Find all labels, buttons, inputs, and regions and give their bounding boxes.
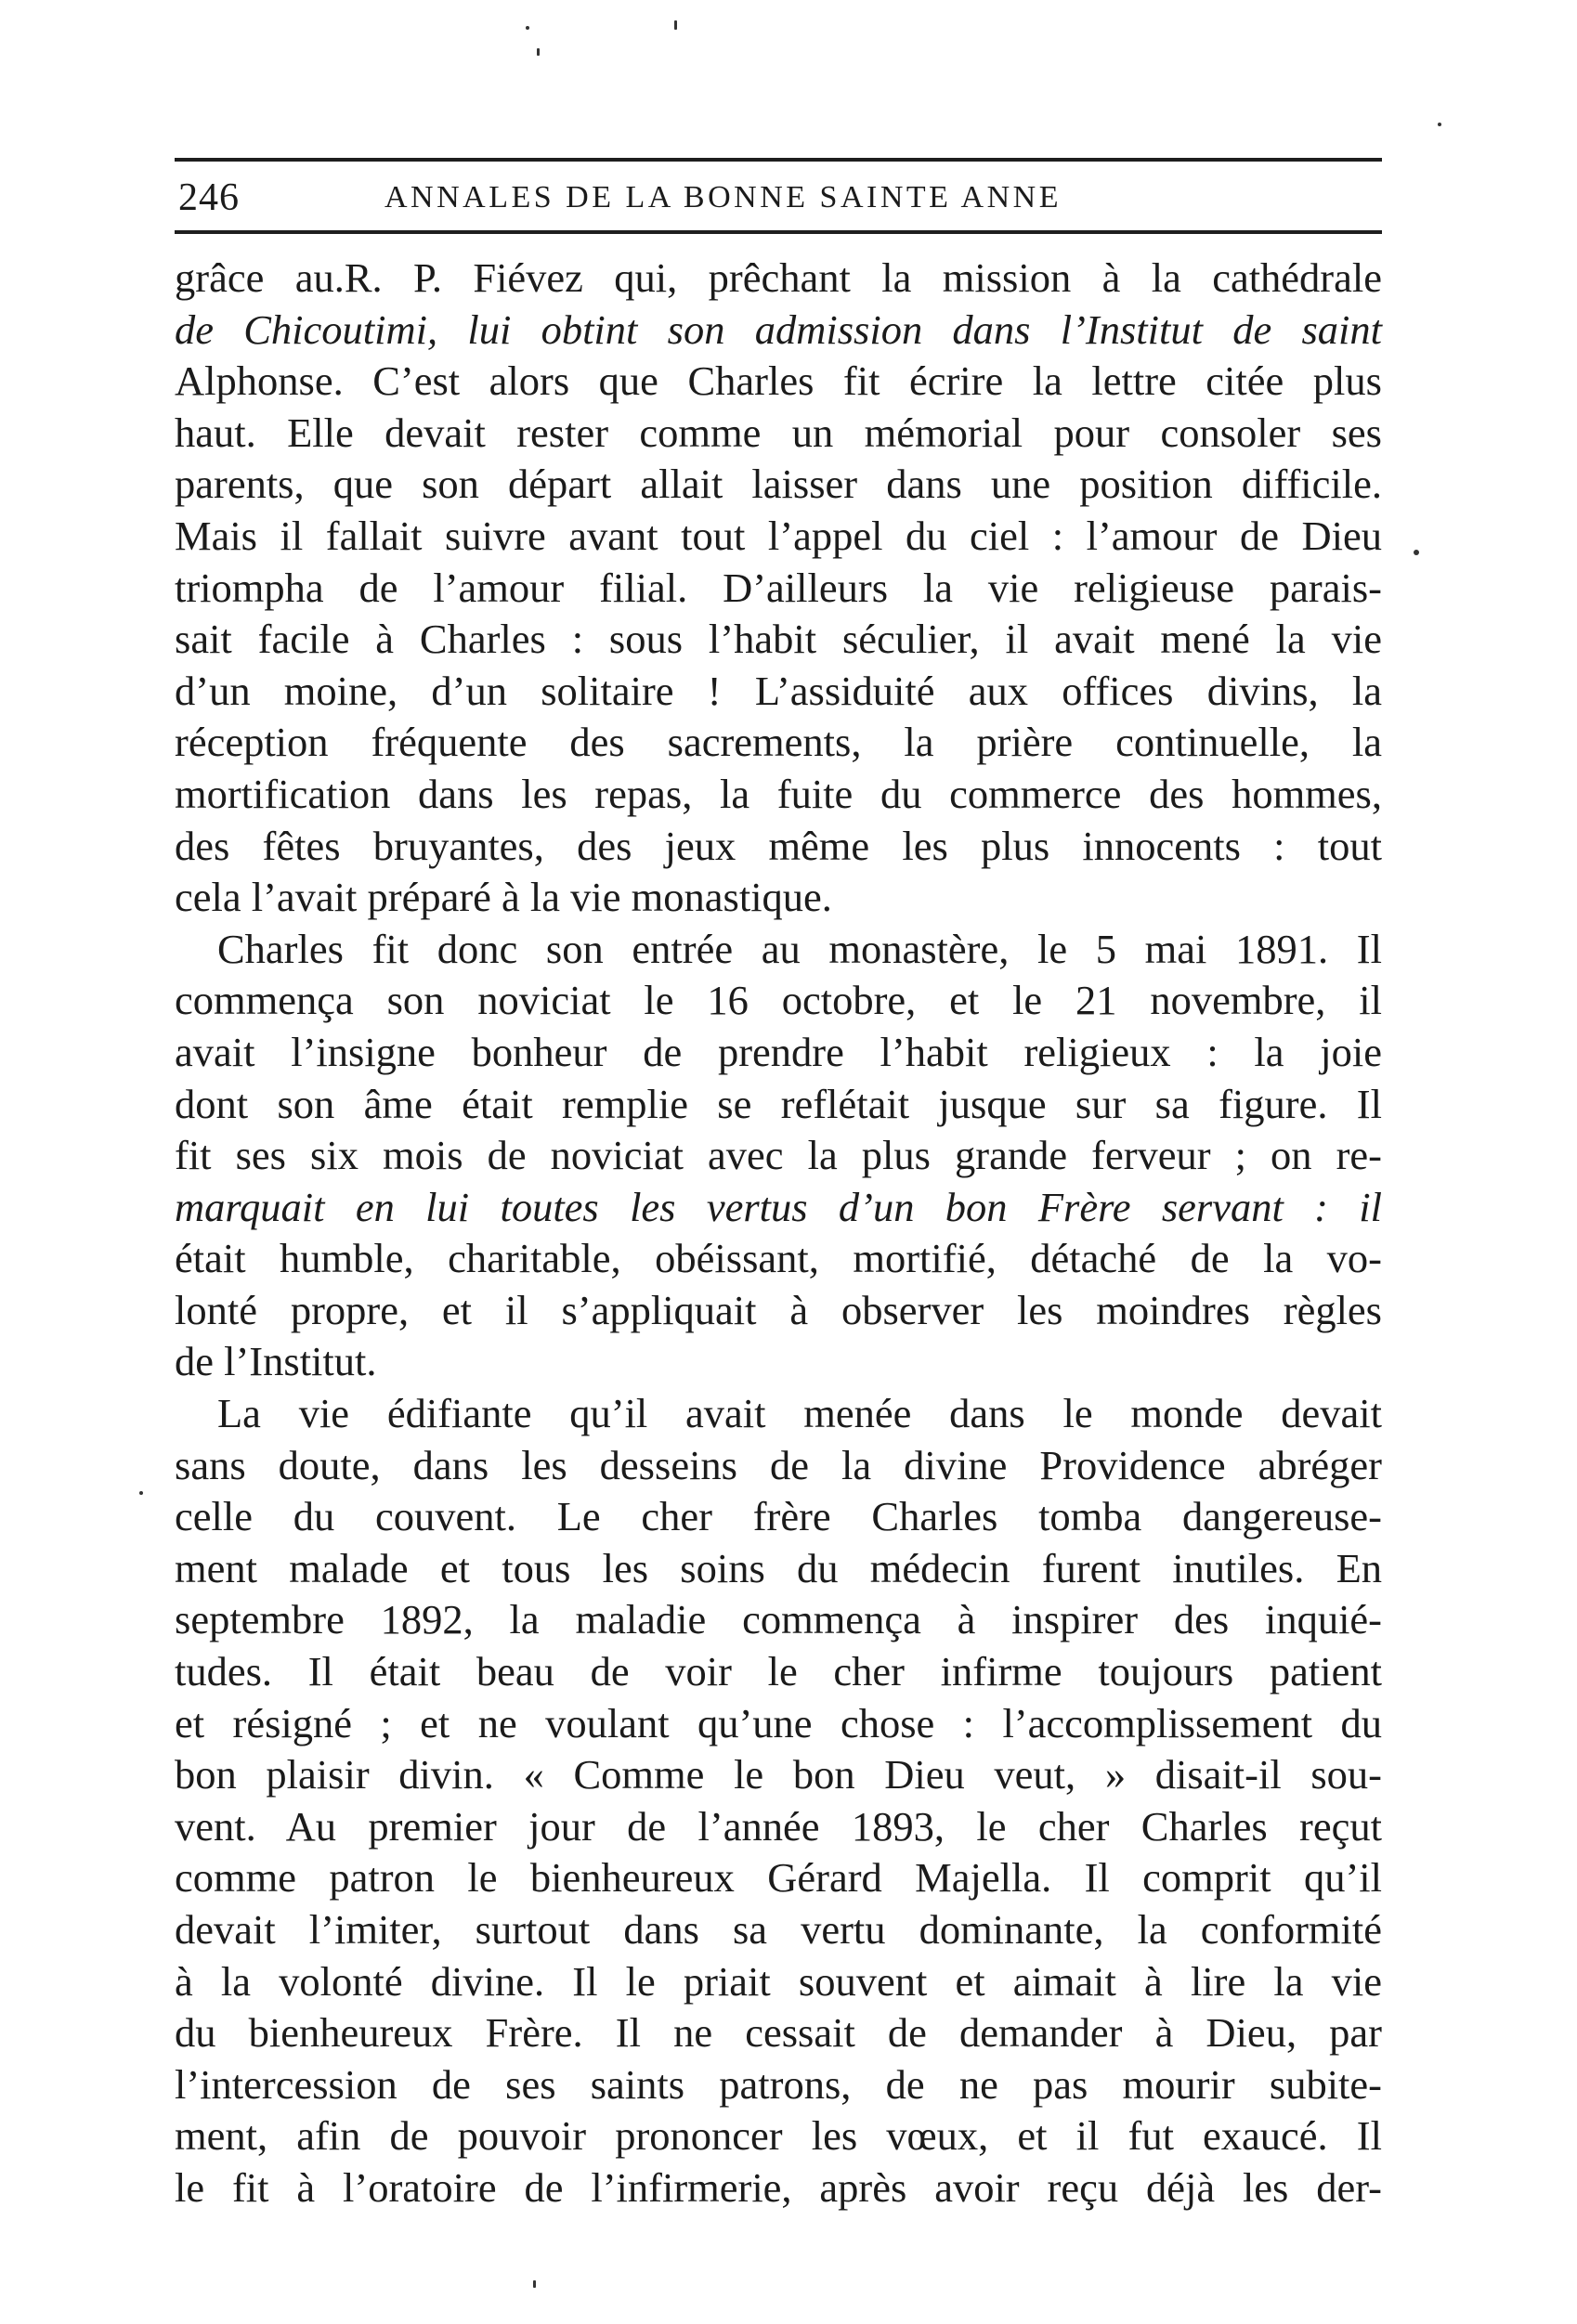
text-line: le fit à l’oratoire de l’infirmerie, après avoir reçu déjà les der-	[175, 2163, 1382, 2211]
text-line: sans doute, dans les desseins de la divine Providence abréger	[175, 1441, 1382, 1488]
paragraph-start-line: La vie édifiante qu’il avait menée dans le monde devait	[217, 1390, 1382, 1437]
scan-speck	[526, 26, 529, 30]
text-line: devait l’imiter, surtout dans sa vertu dominante, la conformité	[175, 1906, 1382, 1953]
text-line: marquait en lui toutes les vertus d’un bon Frère servant : il	[175, 1183, 1382, 1230]
text-line: du bienheureux Frère. Il ne cessait de demander à Dieu, par	[175, 2009, 1382, 2057]
text-line: comme patron le bienheureux Gérard Majella. Il comprit qu’il	[175, 1854, 1382, 1902]
scan-speck	[537, 48, 540, 56]
text-line: sait facile à Charles : sous l’habit séculier, il avait mené la vie	[175, 616, 1382, 663]
text-line: commença son noviciat le 16 octobre, et le 21 novembre, il	[175, 977, 1382, 1024]
text-line: dont son âme était remplie se reflétait jusque sur sa figure. Il	[175, 1080, 1382, 1127]
text-line: avait l’insigne bonheur de prendre l’habit religieux : la joie	[175, 1028, 1382, 1075]
scan-speck	[1414, 550, 1419, 555]
scan-speck	[139, 1491, 143, 1495]
text-line: l’intercession de ses saints patrons, de ne pas mourir subite-	[175, 2060, 1382, 2108]
paragraph-end-line: de l’Institut.	[175, 1338, 377, 1385]
text-line: des fêtes bruyantes, des jeux même les plus innocents : tout	[175, 822, 1382, 869]
running-title: ANNALES DE LA BONNE SAINTE ANNE	[384, 180, 1062, 214]
text-line: haut. Elle devait rester comme un mémorial pour consoler ses	[175, 409, 1382, 456]
paragraph-start-line: Charles fit donc son entrée au monastère, le 5 mai 1891. Il	[217, 925, 1382, 972]
text-line: et résigné ; et ne voulant qu’une chose : l’accomplissement du	[175, 1699, 1382, 1746]
scan-speck	[674, 20, 677, 30]
text-line: fit ses six mois de noviciat avec la plus grande ferveur ; on re-	[175, 1132, 1382, 1179]
page-number: 246	[178, 176, 240, 219]
body-text	[175, 253, 1382, 2214]
text-line: ment malade et tous les soins du médecin furent inutiles. En	[175, 1544, 1382, 1591]
text-line: parents, que son départ allait laisser dans une position difficile.	[175, 461, 1382, 508]
text-line: à la volonté divine. Il le priait souvent et aimait à lire la vie	[175, 1957, 1382, 2005]
text-line: septembre 1892, la maladie commença à inspirer des inquié-	[175, 1596, 1382, 1643]
text-line: ment, afin de pouvoir prononcer les vœux, et il fut exaucé. Il	[175, 2112, 1382, 2160]
text-line: était humble, charitable, obéissant, mortifié, détaché de la vo-	[175, 1235, 1382, 1282]
text-line: bon plaisir divin. « Comme le bon Dieu veut, » disait-il sou-	[175, 1751, 1382, 1798]
page-header	[175, 158, 1382, 234]
paragraph-end-line: cela l’avait préparé à la vie monastique.	[175, 874, 832, 921]
text-line: triompha de l’amour filial. D’ailleurs la vie religieuse parais-	[175, 564, 1382, 611]
text-line: vent. Au premier jour de l’année 1893, le cher Charles reçut	[175, 1802, 1382, 1850]
text-line: de Chicoutimi, lui obtint son admission dans l’Institut de saint	[175, 305, 1382, 353]
text-line: tudes. Il était beau de voir le cher infirme toujours patient	[175, 1648, 1382, 1695]
scan-speck	[1438, 123, 1441, 126]
text-line: d’un moine, d’un solitaire ! L’assiduité aux offices divins, la	[175, 667, 1382, 714]
text-line: Mais il fallait suivre avant tout l’appel du ciel : l’amour de Dieu	[175, 512, 1382, 559]
text-line: celle du couvent. Le cher frère Charles tomba dangereuse-	[175, 1493, 1382, 1540]
text-line: grâce au.R. P. Fiévez qui, prêchant la mission à la cathédrale	[175, 254, 1382, 301]
text-line: mortification dans les repas, la fuite du commerce des hommes,	[175, 770, 1382, 817]
scan-speck	[533, 2280, 536, 2288]
text-line: lonté propre, et il s’appliquait à observer les moindres règles	[175, 1286, 1382, 1333]
text-line: réception fréquente des sacrements, la prière continuelle, la	[175, 719, 1382, 766]
book-page	[175, 158, 1382, 2238]
text-line: Alphonse. C’est alors que Charles fit écrire la lettre citée plus	[175, 357, 1382, 405]
